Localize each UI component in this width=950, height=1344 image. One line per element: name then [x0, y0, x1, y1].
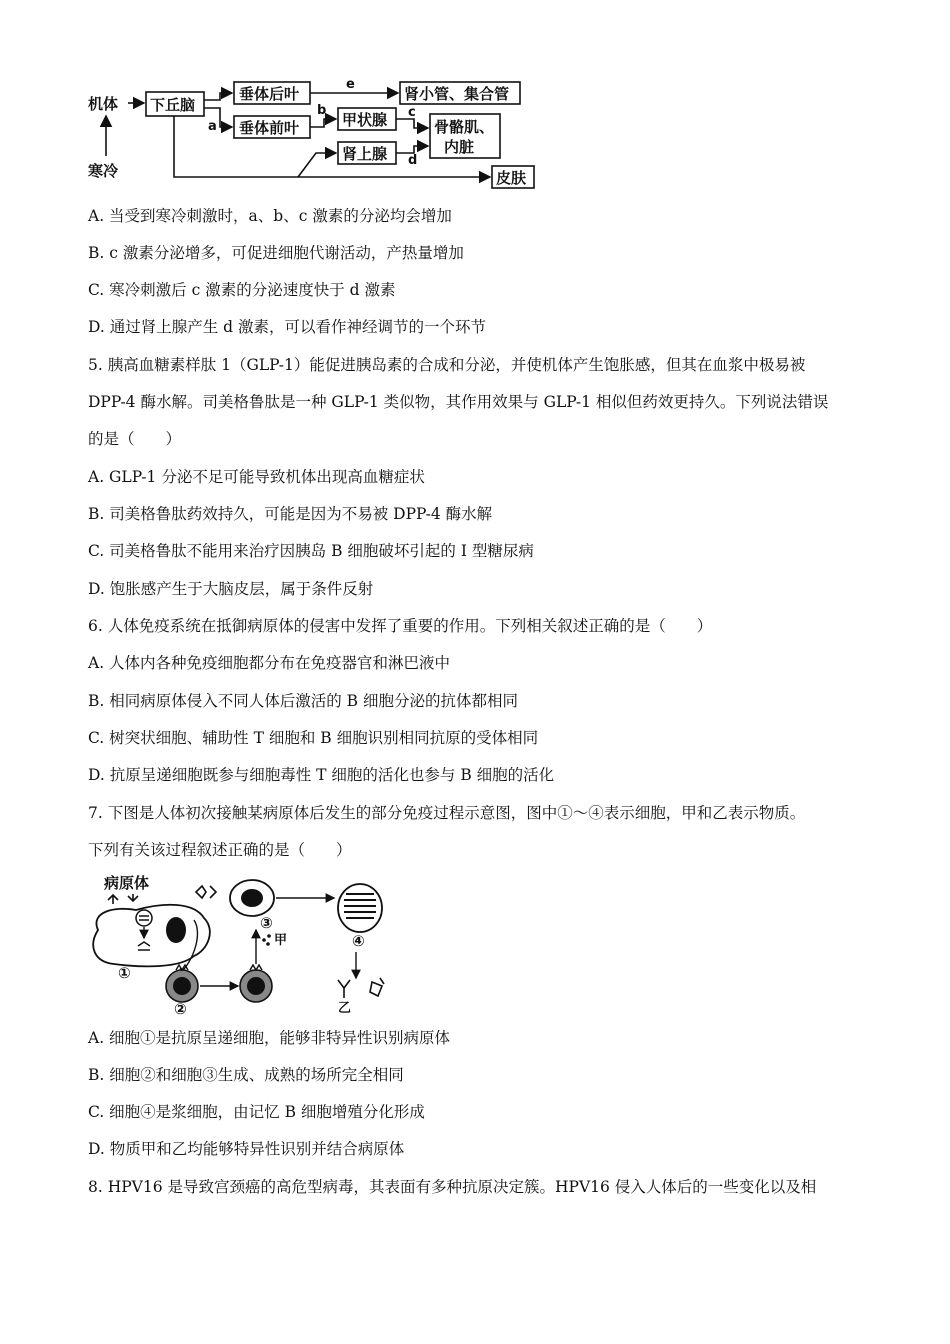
q6-option-c[interactable]: C. 树突状细胞、辅助性 T 细胞和 B 细胞识别相同抗原的受体相同 [88, 729, 539, 747]
label-renal-tubule: 肾小管、集合管 [404, 85, 510, 103]
label-adrenal: 肾上腺 [342, 145, 388, 163]
label-a: a [208, 119, 217, 134]
q4-option-c[interactable]: C. 寒冷刺激后 c 激素的分泌速度快于 d 激素 [88, 281, 396, 299]
q7-option-c[interactable]: C. 细胞④是浆细胞，由记忆 B 细胞增殖分化形成 [88, 1103, 425, 1121]
arrow-to-posterior [204, 93, 232, 100]
q5-stem-line3: 的是（ ） [88, 430, 182, 448]
label-cell-2: ② [174, 1000, 187, 1018]
pathogen-icon [108, 894, 138, 904]
label-hanleng: 寒冷 [88, 162, 119, 180]
q7-stem-line1: 7. 下图是人体初次接触某病原体后发生的部分免疫过程示意图，图中①～④表示细胞，甲和乙表示物质。 [88, 804, 806, 822]
label-anterior-pituitary: 垂体前叶 [239, 119, 300, 137]
q6-option-d[interactable]: D. 抗原呈递细胞既参与细胞毒性 T 细胞的活化也参与 B 细胞的活化 [88, 766, 555, 784]
label-cell-1: ① [118, 964, 131, 982]
arrow-to-adrenal [298, 153, 336, 177]
label-cell-3: ③ [260, 914, 273, 932]
q7-option-a[interactable]: A. 细胞①是抗原呈递细胞，能够非特异性识别病原体 [88, 1029, 451, 1047]
q5-stem-line2: DPP-4 酶水解。司美格鲁肽是一种 GLP-1 类似物，其作用效果与 GLP-1 相似但药效更持久。下列说法错误 [88, 393, 829, 411]
q4-option-a[interactable]: A. 当受到寒冷刺激时，a、b、c 激素的分泌均会增加 [88, 207, 452, 225]
label-skin: 皮肤 [496, 169, 527, 187]
label-yi: 乙 [338, 1001, 352, 1016]
q8-stem-line1: 8. HPV16 是导致宫颈癌的高危型病毒，其表面有多种抗原决定簇。HPV16 侵入人体后的一些变化以及相 [88, 1178, 817, 1196]
antibody-icon [338, 980, 350, 998]
label-e: e [346, 77, 355, 92]
label-jiti: 机体 [88, 95, 119, 113]
activated-t-receptor [250, 965, 262, 970]
cell-3-nucleus [241, 889, 263, 907]
q6-stem: 6. 人体免疫系统在抵御病原体的侵害中发挥了重要的作用。下列相关叙述正确的是（ ） [88, 617, 713, 635]
label-cell-4: ④ [352, 932, 365, 950]
arrow-c [396, 119, 428, 128]
q5-option-a[interactable]: A. GLP-1 分泌不足可能导致机体出现高血糖症状 [88, 468, 425, 486]
label-pathogen: 病原体 [104, 874, 150, 892]
label-viscera: 内脏 [444, 138, 475, 156]
q6-option-a[interactable]: A. 人体内各种免疫细胞都分布在免疫器官和淋巴液中 [88, 654, 451, 672]
q5-option-c[interactable]: C. 司美格鲁肽不能用来治疗因胰岛 B 细胞破坏引起的 I 型糖尿病 [88, 542, 534, 560]
cell-1-nucleus [166, 917, 186, 943]
label-jia: 甲 [274, 933, 288, 948]
substance-jia-dots [262, 934, 271, 946]
q5-option-d[interactable]: D. 饱胀感产生于大脑皮层，属于条件反射 [88, 580, 374, 598]
vesicle-icon [136, 910, 152, 926]
arrow-b [310, 119, 336, 127]
cell-4-plasma-cell [338, 884, 382, 932]
cell-2-nucleus [173, 977, 191, 995]
q7-option-b[interactable]: B. 细胞②和细胞③生成、成熟的场所完全相同 [88, 1066, 404, 1084]
pathogen-bound-icon [370, 978, 384, 996]
label-muscle: 骨骼肌、 [434, 118, 495, 136]
q7-option-d[interactable]: D. 物质甲和乙均能够特异性识别并结合病原体 [88, 1140, 405, 1158]
label-thyroid: 甲状腺 [342, 111, 388, 129]
q4-option-d[interactable]: D. 通过肾上腺产生 d 激素，可以看作神经调节的一个环节 [88, 318, 487, 336]
q4-option-b[interactable]: B. c 激素分泌增多，可促进细胞代谢活动，产热量增加 [88, 244, 464, 262]
hormone-regulation-diagram [80, 72, 550, 194]
arrow-d [396, 146, 428, 153]
label-posterior-pituitary: 垂体后叶 [239, 85, 300, 103]
q5-option-b[interactable]: B. 司美格鲁肽药效持久，可能是因为不易被 DPP-4 酶水解 [88, 505, 493, 523]
activated-t-nucleus [247, 977, 265, 995]
label-b: b [317, 103, 327, 118]
label-c: c [408, 105, 416, 120]
q6-option-b[interactable]: B. 相同病原体侵入不同人体后激活的 B 细胞分泌的抗体都相同 [88, 692, 518, 710]
label-d: d [408, 153, 418, 168]
pathogen-icon-2 [196, 886, 216, 898]
immune-process-diagram [84, 872, 414, 1020]
label-hypothalamus: 下丘脑 [150, 96, 196, 114]
cell-2-receptor [176, 965, 188, 970]
q5-stem-line1: 5. 胰高血糖素样肽 1（GLP-1）能促进胰岛素的合成和分泌，并使机体产生饱胀感，但其在血浆中极易被 [88, 356, 806, 374]
q7-stem-line2: 下列有关该过程叙述正确的是（ ） [88, 841, 352, 859]
